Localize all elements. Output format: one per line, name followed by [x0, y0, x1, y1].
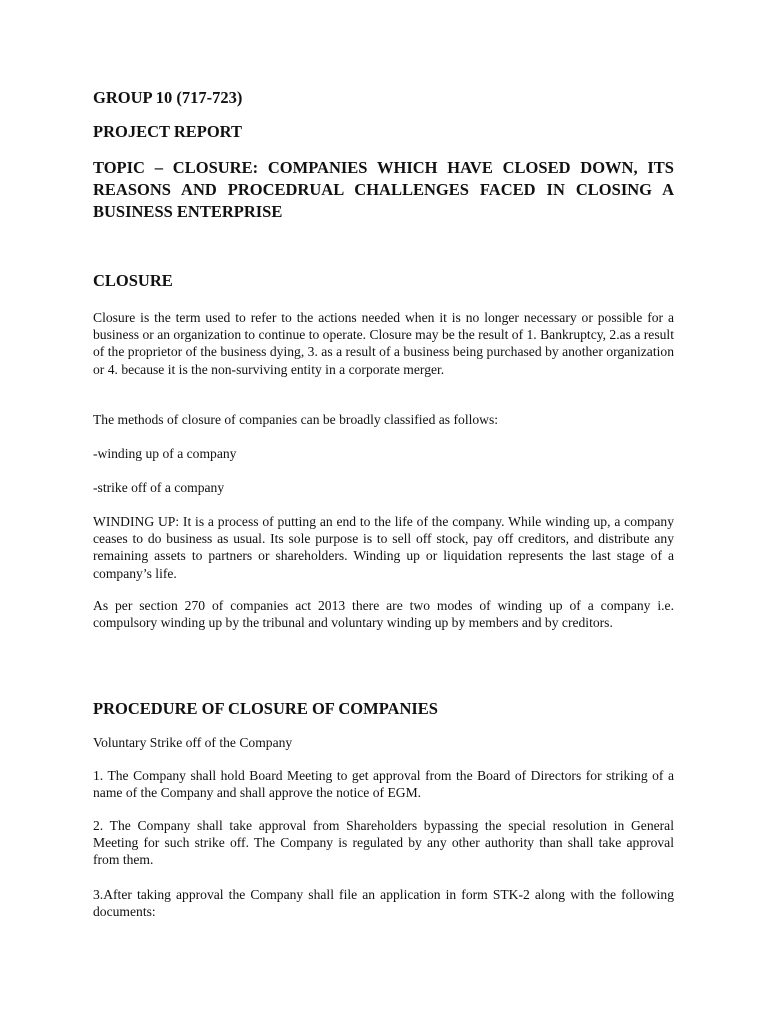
closure-list-item-winding-up: -winding up of a company: [93, 446, 237, 461]
report-title: PROJECT REPORT: [93, 122, 243, 141]
procedure-step-2: 2. The Company shall take approval from Shareholders bypassing the special resolution in General Meeting for such strike off. The Company is regulated by any other authority than shall take approval from them.: [93, 818, 674, 868]
closure-paragraph-definition: Closure is the term used to refer to the actions needed when it is no longer necessary or possible for a business or an organization to continue to operate. Closure may be the result of 1. Bankruptcy, 2.as a result of the proprietor of the business dying, 3. as a result of a business being purchased by another organization or 4. because it is the non-surviving entity in a corporate merger.: [93, 310, 674, 377]
winding-up-paragraph: WINDING UP: It is a process of putting an end to the life of the company. While winding up, a company ceases to do business as usual. Its sole purpose is to sell off stock, pay off creditors, and distribute any remaining assets to partners or shareholders. Winding up or liquidation represents the last stage of a company’s life.: [93, 514, 674, 581]
section-270-paragraph: As per section 270 of companies act 2013 there are two modes of winding up of a company i.e. compulsory winding up by the tribunal and voluntary winding up by members and by creditors.: [93, 598, 674, 631]
procedure-step-3: 3.After taking approval the Company shall file an application in form STK-2 along with the following documents:: [93, 887, 674, 920]
closure-heading: CLOSURE: [93, 271, 173, 290]
group-title: GROUP 10 (717-723): [93, 88, 243, 107]
procedure-subheading: Voluntary Strike off of the Company: [93, 735, 293, 750]
closure-paragraph-methods: The methods of closure of companies can be broadly classified as follows:: [93, 412, 499, 427]
procedure-heading: PROCEDURE OF CLOSURE OF COMPANIES: [93, 699, 438, 718]
procedure-step-1: 1. The Company shall hold Board Meeting to get approval from the Board of Directors for striking of a name of the Company and shall approve the notice of EGM.: [93, 768, 674, 801]
closure-list-item-strike-off: -strike off of a company: [93, 480, 225, 495]
topic-heading: TOPIC – CLOSURE: COMPANIES WHICH HAVE CLOSED DOWN, ITS REASONS AND PROCEDRUAL CHALLENGES FACED IN CLOSING A BUSINESS ENTERPRISE: [93, 158, 674, 221]
